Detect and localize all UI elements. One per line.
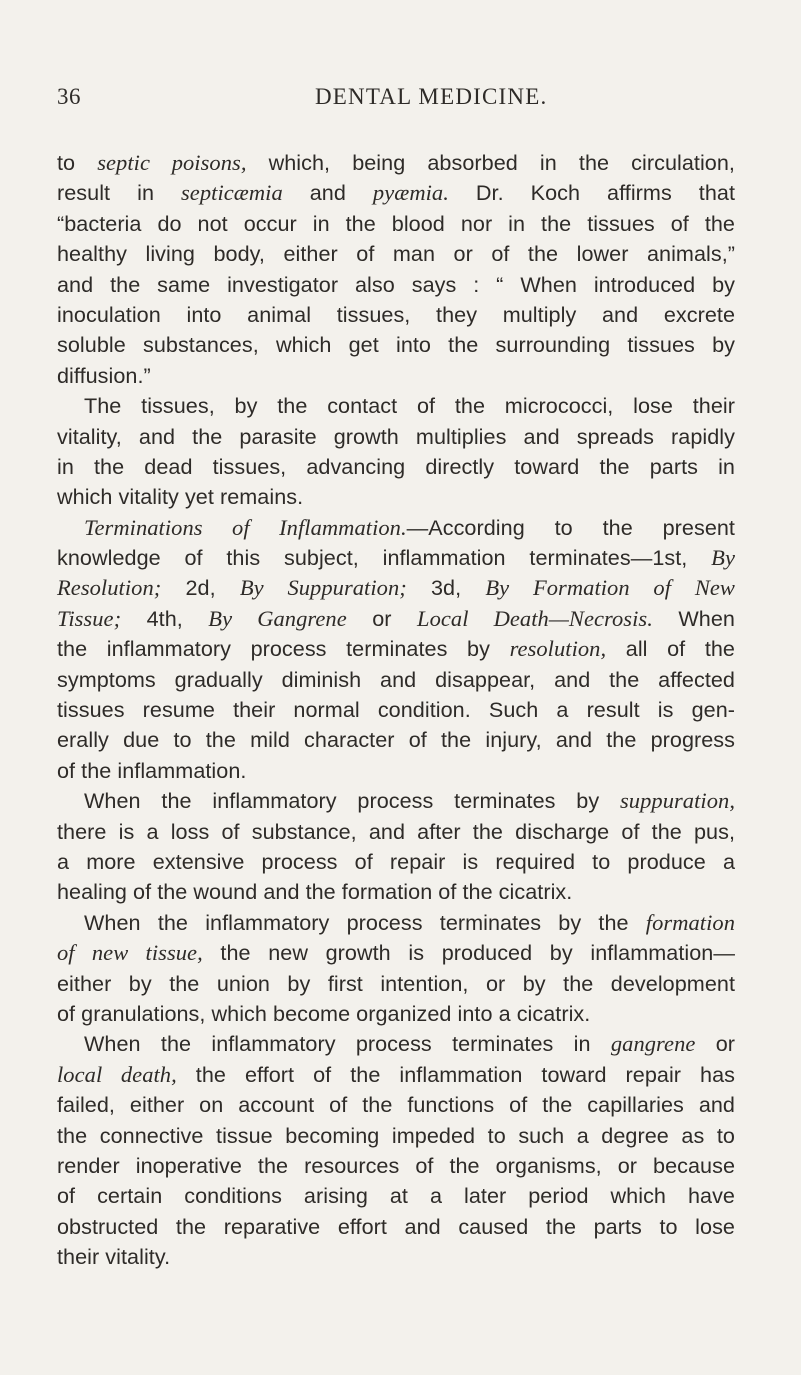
text-run: 2d, <box>161 575 240 601</box>
text-run: diffusion.” <box>57 362 151 388</box>
text-line <box>57 969 735 999</box>
text-line <box>57 665 735 695</box>
text-line <box>57 452 735 482</box>
text-run: healthy living body, either of man or of the lower animals,” <box>57 241 735 267</box>
text-run: of granulations, which become organized into a cicatrix. <box>57 1000 591 1026</box>
text-line <box>57 908 735 938</box>
italic-run: gangrene <box>610 1031 696 1057</box>
text-run: soluble substances, which get into the surrounding tissues by <box>57 332 735 358</box>
text-line <box>57 361 735 391</box>
text-line <box>57 209 735 239</box>
text-line <box>57 1029 735 1059</box>
text-line <box>57 1242 735 1272</box>
text-run: When the inflammatory process terminates by the <box>84 909 646 935</box>
text-line <box>57 482 735 512</box>
text-run: —According to the present <box>406 514 735 540</box>
italic-run: By Gangrene <box>208 605 347 631</box>
text-line <box>57 938 735 968</box>
text-run: either by the union by first intention, or by the development <box>57 970 735 996</box>
text-run: obstructed the reparative effort and caused the parts to lose <box>57 1213 735 1239</box>
text-line <box>57 1181 735 1211</box>
italic-run: septic poisons, <box>97 150 247 175</box>
italic-run: By <box>711 545 735 571</box>
text-line <box>57 1151 735 1181</box>
text-run: all of the <box>606 636 735 662</box>
text-run: knowledge of this subject, inflammation terminates—1st, <box>57 545 712 571</box>
text-run: Dr. Koch affirms that <box>448 180 735 206</box>
text-run: which vitality yet remains. <box>57 484 304 510</box>
italic-run: By Formation of New <box>485 575 735 601</box>
text-run: and the same investigator also says : “ When introduced by <box>57 271 735 297</box>
text-line <box>57 634 735 664</box>
text-line <box>57 178 735 208</box>
body-text <box>57 148 735 1272</box>
text-line <box>57 1121 735 1151</box>
text-run: in the dead tissues, advancing directly toward the parts in <box>57 453 735 479</box>
italic-run: pyæmia. <box>372 180 449 206</box>
text-run: erally due to the mild character of the injury, and the progress <box>57 727 735 753</box>
text-line <box>57 391 735 421</box>
italic-run: Resolution; <box>57 575 162 601</box>
text-run: of the inflammation. <box>57 757 247 783</box>
text-line <box>57 1060 735 1090</box>
text-run: The tissues, by the contact of the micrococci, lose their <box>84 393 735 419</box>
text-run: 4th, <box>121 605 209 631</box>
text-run: or <box>695 1031 735 1057</box>
italic-run: By Suppuration; <box>239 575 407 601</box>
text-run: 3d, <box>406 575 486 601</box>
text-line <box>57 725 735 755</box>
text-line <box>57 604 735 634</box>
text-run: the inflammatory process terminates by <box>57 636 510 662</box>
text-run: When <box>652 605 735 631</box>
text-run: their vitality. <box>57 1244 171 1270</box>
text-run: result in <box>57 180 181 206</box>
running-head: DENTAL MEDICINE. <box>315 84 548 109</box>
text-run: of certain conditions arising at a later period which have <box>57 1183 735 1209</box>
text-line <box>57 695 735 725</box>
italic-run: formation <box>645 909 735 935</box>
page-header <box>57 84 747 120</box>
text-line <box>57 786 735 816</box>
text-run: vitality, and the parasite growth multiplies and spreads rapidly <box>57 423 735 449</box>
text-line <box>57 148 735 178</box>
text-run: “bacteria do not occur in the blood nor in the tissues of the <box>57 210 735 236</box>
text-line <box>57 877 735 907</box>
text-line <box>57 999 735 1029</box>
text-run: and <box>282 180 373 206</box>
italic-run: Terminations of Inflammation. <box>84 514 407 540</box>
text-line <box>57 300 735 330</box>
text-line <box>57 239 735 269</box>
text-run: healing of the wound and the formation of the cicatrix. <box>57 879 573 905</box>
text-line <box>57 756 735 786</box>
text-line <box>57 1090 735 1120</box>
text-line <box>57 573 735 603</box>
text-line <box>57 847 735 877</box>
text-run: the connective tissue becoming impeded to such a degree as to <box>57 1122 735 1148</box>
text-line <box>57 422 735 452</box>
text-line <box>57 817 735 847</box>
italic-run: Local Death—Necrosis. <box>417 605 653 631</box>
text-run: the new growth is produced by inflammation— <box>202 940 736 966</box>
italic-run: resolution, <box>509 636 607 662</box>
text-run: tissues resume their normal condition. Such a result is gen- <box>57 697 735 723</box>
text-line <box>57 270 735 300</box>
italic-run: suppuration, <box>620 788 735 814</box>
text-run: a more extensive process of repair is required to produce a <box>57 848 735 874</box>
text-line <box>57 543 735 573</box>
text-run: which, being absorbed in the circulation, <box>246 150 735 175</box>
text-line <box>57 330 735 360</box>
text-run: failed, either on account of the functions of the capillaries and <box>57 1092 735 1118</box>
text-line <box>57 1212 735 1242</box>
italic-run: of new tissue, <box>57 940 203 966</box>
page-number: 36 <box>57 84 81 109</box>
text-run: When the inflammatory process terminates in <box>84 1031 611 1057</box>
text-run: inoculation into animal tissues, they multiply and excrete <box>57 301 735 327</box>
text-run: there is a loss of substance, and after the discharge of the pus, <box>57 818 735 844</box>
text-line <box>57 513 735 543</box>
italic-run: septicæmia <box>181 180 283 206</box>
text-run: to <box>57 150 98 175</box>
italic-run: Tissue; <box>57 605 122 631</box>
text-run: render inoperative the resources of the organisms, or because <box>57 1152 735 1178</box>
italic-run: local death, <box>57 1061 177 1087</box>
text-run: the effort of the inflammation toward repair has <box>176 1061 736 1087</box>
text-run: symptoms gradually diminish and disappear, and the affected <box>57 666 735 692</box>
text-run: or <box>346 605 417 631</box>
text-run: When the inflammatory process terminates by <box>84 788 620 814</box>
